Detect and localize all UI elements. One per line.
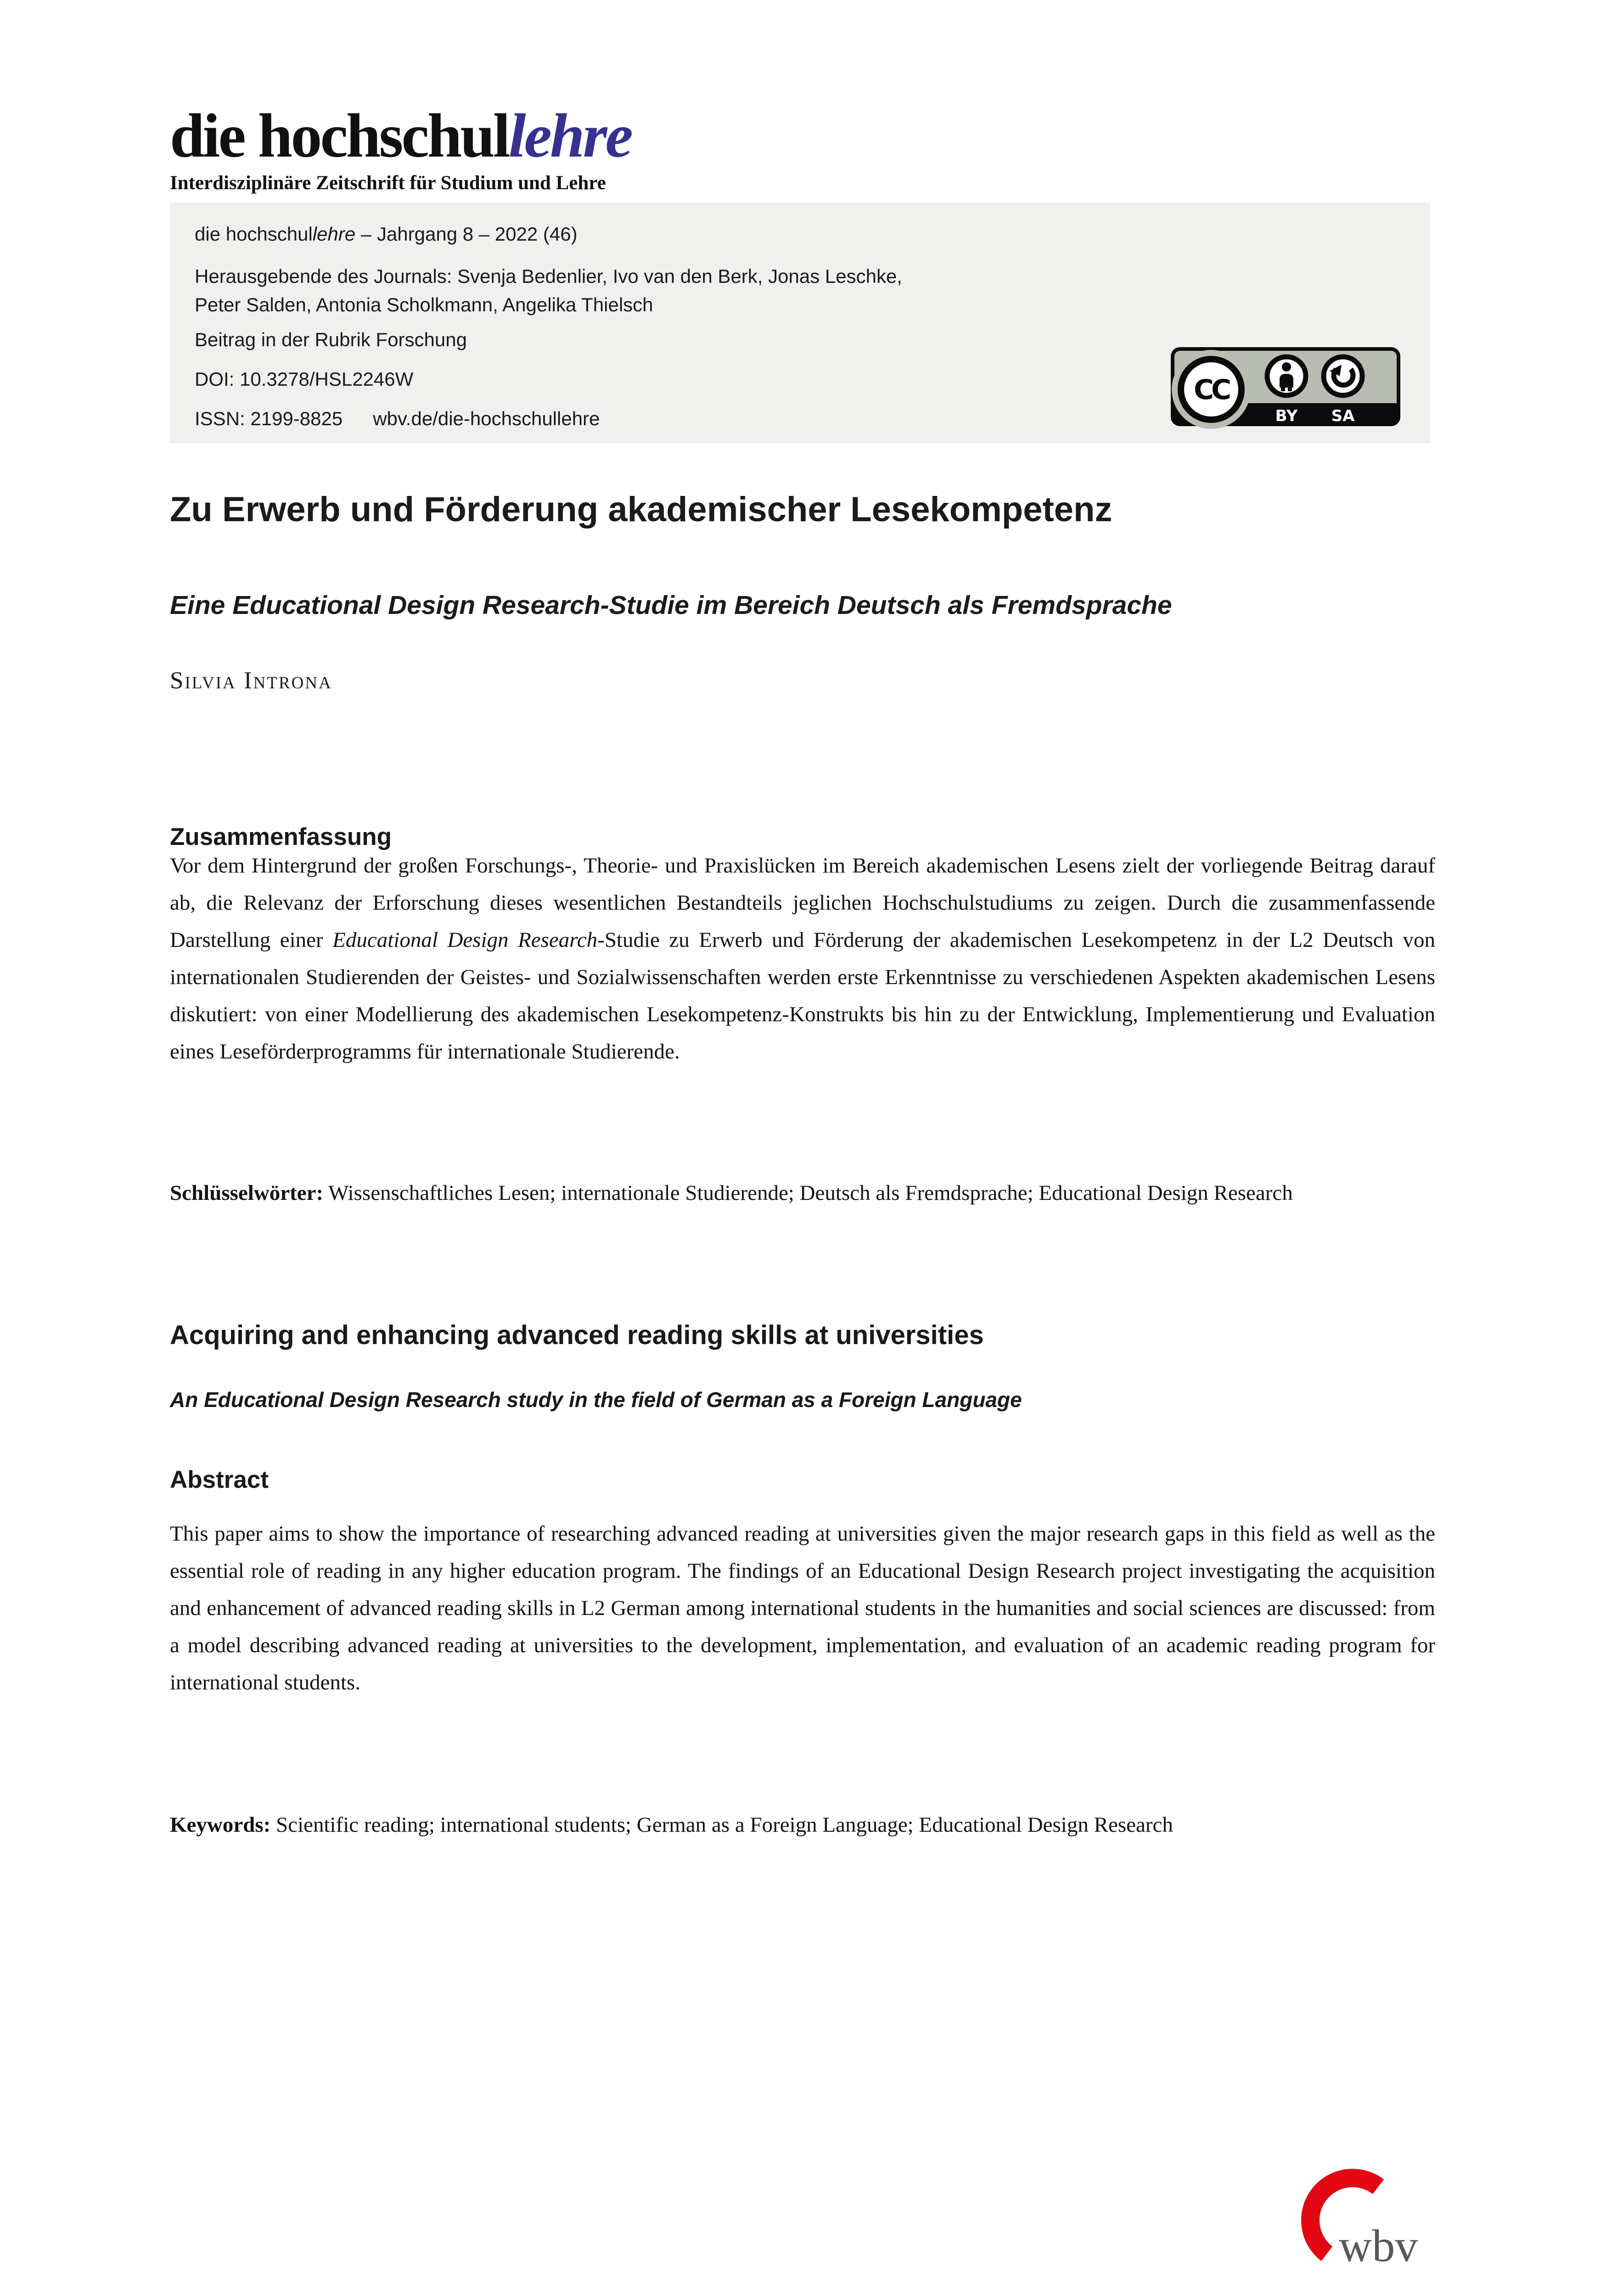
heading-abstract: Abstract bbox=[170, 1466, 269, 1493]
cc-circle-icon bbox=[1172, 350, 1251, 429]
cc-sa-label: SA bbox=[1331, 407, 1355, 425]
keywords-list: Scientific reading; international students; German as a Foreign Language; Educational Design Research bbox=[270, 1813, 1173, 1837]
article-subtitle-de: Eine Educational Design Research-Studie im Bereich Deutsch als Fremdsprache bbox=[170, 591, 1172, 620]
editors-line2: Peter Salden, Antonia Scholkmann, Angelika Thielsch bbox=[195, 294, 653, 315]
heading-zusammenfassung: Zusammenfassung bbox=[170, 823, 392, 850]
abstract-de-paragraph bbox=[170, 847, 1435, 1070]
author-name: Silvia Introna bbox=[170, 667, 332, 694]
issue-line bbox=[195, 223, 1430, 246]
abstract-de-text-2: -Studie zu Erwerb und Förderung der akademischen Lesekompetenz in der L2 Deutsch von internationalen Studierenden der Geistes- und Sozialwissenschaften werden erste Erkenntnisse zu verschiedenen Aspekten akademischen Lesens diskutiert: von einer Modellierung des akademischen Lesekompetenz-Konstrukts bis hin zu der Entwicklung, Implementierung und Evaluation eines Leseförderprogramms für internationale Studierende. bbox=[170, 928, 1435, 1064]
abstract-en-paragraph: This paper aims to show the importance of researching advanced reading at universities given the major research gaps in this field as well as the essential role of reading in any higher education program. The findings of an Educational Design Research project investigating the acquisition and enhancement of advanced reading skills in L2 German among international students in the humanities and social sciences are discussed: from a model describing advanced reading at universities to the development, implementation, and evaluation of an academic reading program for international students. bbox=[170, 1522, 1435, 1694]
issn-number: ISSN: 2199-8825 bbox=[195, 408, 343, 429]
wbv-logo-text: wbv bbox=[1339, 2220, 1418, 2271]
journal-website-link[interactable]: wbv.de/die-hochschullehre bbox=[373, 408, 600, 429]
journal-logo-main: die hochschul bbox=[170, 101, 509, 170]
editors-line1: Herausgebende des Journals: Svenja Bedenlier, Ivo van den Berk, Jonas Leschke, bbox=[195, 265, 902, 287]
schluesselwoerter-list: Wissenschaftliches Lesen; internationale Studierende; Deutsch als Fremdsprache; Educational Design Research bbox=[323, 1181, 1293, 1205]
issue-journal-name-italic: lehre bbox=[312, 223, 356, 245]
cc-monogram: CC bbox=[1193, 374, 1229, 406]
abstract-de-italic-term: Educational Design Research bbox=[332, 928, 598, 952]
journal-logo-accent: lehre bbox=[508, 101, 631, 170]
journal-tagline: Interdisziplinäre Zeitschrift für Studium und Lehre bbox=[170, 172, 606, 194]
journal-logo bbox=[170, 101, 631, 170]
keywords-line bbox=[170, 1806, 1435, 1844]
rubric-note: Beitrag in der Rubrik Forschung bbox=[195, 329, 467, 350]
journal-masthead bbox=[170, 101, 631, 194]
cc-by-label: BY bbox=[1275, 407, 1298, 425]
keywords-label: Keywords: bbox=[170, 1813, 271, 1837]
attribution-person-icon bbox=[1267, 357, 1306, 395]
schluesselwoerter-label: Schlüsselwörter: bbox=[170, 1181, 324, 1205]
cc-by-sa-license-badge[interactable] bbox=[1171, 347, 1400, 439]
wbv-publisher-logo bbox=[1303, 2164, 1422, 2283]
doi-line: DOI: 10.3278/HSL2246W bbox=[195, 368, 414, 390]
article-subtitle-en: An Educational Design Research study in the field of German as a Foreign Language bbox=[170, 1388, 1022, 1412]
share-alike-arrow-icon bbox=[1324, 357, 1362, 395]
abstract-de-text-1: Vor dem Hintergrund der großen Forschungs-, Theorie- und Praxislücken im Bereich akademischen Lesens zielt der vorliegende Beitrag darauf ab, die Relevanz der Erforschung dieses wesentlichen Bestandteils jeglichen Hochschulstudiums zu zeigen. Durch die zusammenfassende Darstellung einer bbox=[170, 854, 1435, 952]
editors-note bbox=[195, 262, 1430, 319]
article-title-en: Acquiring and enhancing advanced reading skills at universities bbox=[170, 1320, 984, 1350]
article-title-de: Zu Erwerb und Förderung akademischer Lesekompetenz bbox=[170, 490, 1112, 529]
issue-journal-name: die hochschul bbox=[195, 223, 313, 245]
schluesselwoerter-line bbox=[170, 1175, 1435, 1212]
issue-volume: – Jahrgang 8 – 2022 (46) bbox=[355, 223, 578, 245]
